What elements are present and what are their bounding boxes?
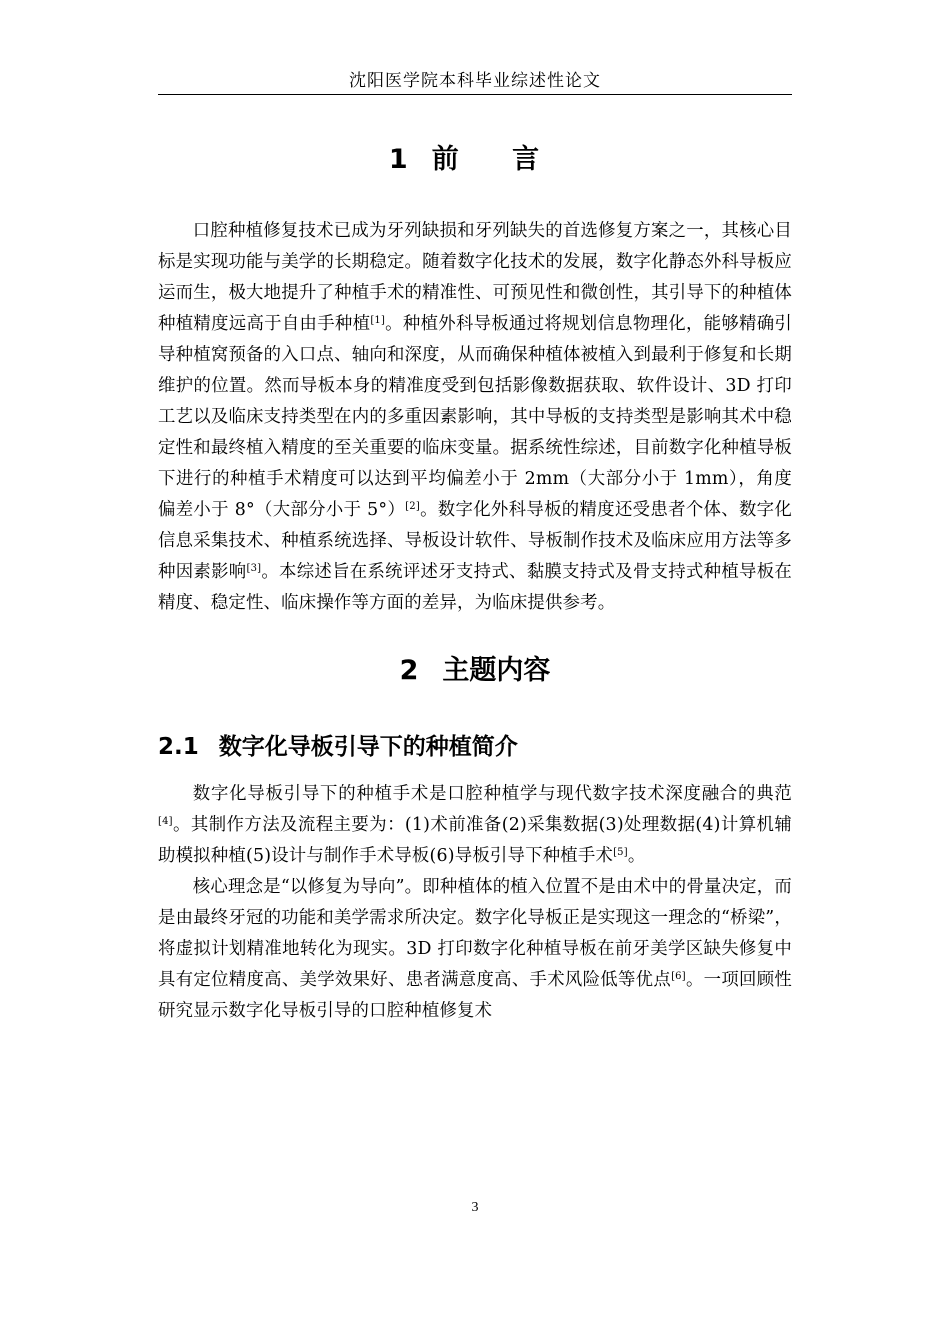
citation-ref: [3] xyxy=(246,563,262,574)
citation-ref: [6] xyxy=(671,971,686,982)
running-header: 沈阳医学院本科毕业综述性论文 xyxy=(349,71,601,91)
citation-ref: [2] xyxy=(405,501,420,512)
citation-ref: [4] xyxy=(158,816,173,827)
body-paragraph: 数字化导板引导下的种植手术是口腔种植学与现代数字技术深度融合的典范[4]。其制作方法及流程主要为：(1)术前准备(2)采集数据(3)处理数据(4)计算机辅助模拟种植(5)设计与制作手术导板(6)导板引导下种植手术[5]。 xyxy=(158,784,792,866)
subsection-2-1-paragraphs xyxy=(158,779,792,1027)
body-paragraph: 口腔种植修复技术已成为牙列缺损和牙列缺失的首选修复方案之一，其核心目标是实现功能与美学的长期稳定。随着数字化技术的发展，数字化静态外科导板应运而生，极大地提升了种植手术的精准性、可预见性和微创性，其引导下的种植体种植精度远高于自由手种植[1]。种植外科导板通过将规划信息物理化，能够精确引导种植窝预备的入口点、轴向和深度，从而确保种植体被植入到最利于修复和长期维护的位置。然而导板本身的精准度受到包括影像数据获取、软件设计、3D 打印工艺以及临床支持类型在内的多重因素影响，其中导板的支持类型是影响其术中稳定性和最终植入精度的至关重要的临床变量。据系统性综述，目前数字化种植导板下进行的种植手术精度可以达到平均偏差小于 2mm（大部分小于 1mm），角度偏差小于 8°（大部分小于 5°）[2]。数字化外科导板的精度还受患者个体、数字化信息采集技术、种植系统选择、导板设计软件、导板制作技术及临床应用方法等多种因素影响[3]。本综述旨在系统评述牙支持式、黏膜支持式及骨支持式种植导板在精度、稳定性、临床操作等方面的差异，为临床提供参考。 xyxy=(158,221,792,613)
citation-ref: [1] xyxy=(370,315,386,326)
section-title: 前 言 xyxy=(431,144,562,175)
subsection-heading-2-1 xyxy=(158,729,792,765)
body-paragraph: 核心理念是“以修复为导向”。即种植体的植入位置不是由术中的骨量决定，而是由最终牙冠的功能和美学需求所决定。数字化导板正是实现这一理念的“桥梁”，将虚拟计划精准地转化为现实。3D 打印数字化种植导板在前牙美学区缺失修复中具有定位精度高、美学效果好、患者满意度高、手术风险低等优点[6]。一项回顾性研究显示数字化导板引导的口腔种植修复术 xyxy=(158,877,792,1021)
subsection-number: 2.1 xyxy=(158,734,199,760)
document-body xyxy=(158,140,792,1027)
header-rule xyxy=(158,94,792,95)
citation-ref: [5] xyxy=(613,847,628,858)
subsection-title: 数字化导板引导下的种植简介 xyxy=(218,734,518,760)
section-heading-2 xyxy=(158,651,792,691)
section-heading-1 xyxy=(158,140,792,180)
page-number: 3 xyxy=(471,1200,479,1215)
section-title: 主题内容 xyxy=(442,655,551,686)
section-1-paragraphs xyxy=(158,216,792,619)
section-number: 1 xyxy=(388,144,408,175)
section-number: 2 xyxy=(399,655,419,686)
